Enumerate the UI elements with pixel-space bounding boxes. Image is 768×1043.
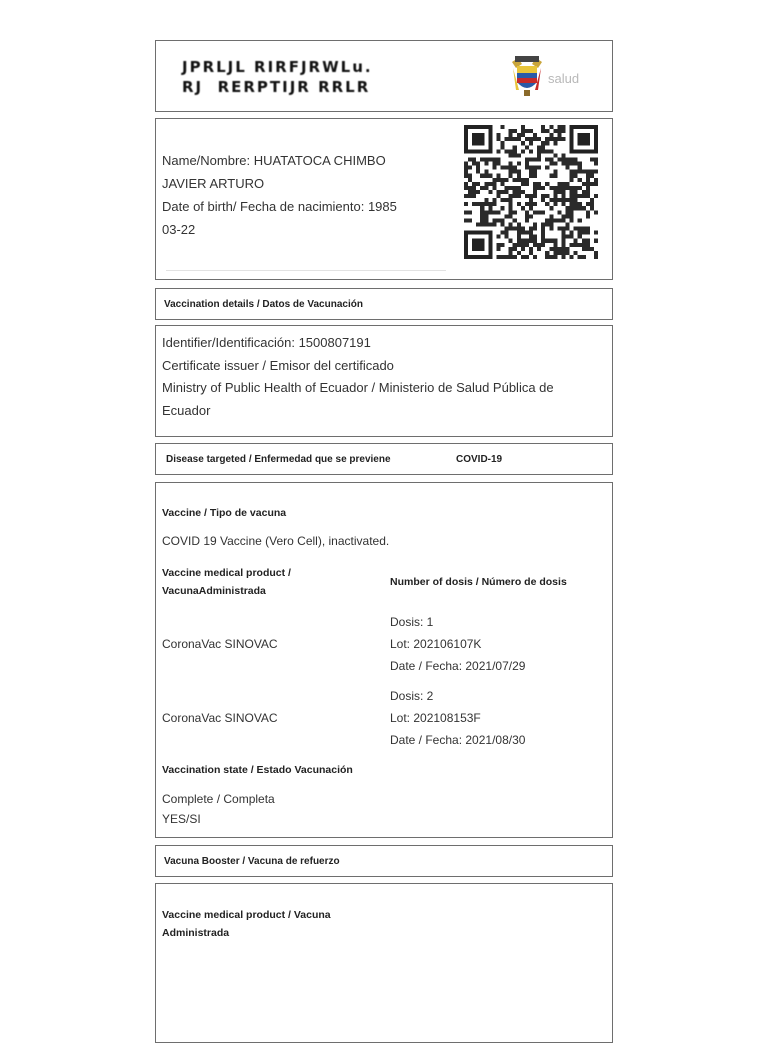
disease-label: Disease targeted / Enfermedad que se previene — [166, 454, 391, 465]
identification-panel — [155, 325, 613, 437]
certificate-header — [155, 40, 613, 112]
vaccine-type-label: Vaccine / Tipo de vacuna — [162, 507, 287, 519]
dose-number-label: Number of dosis / Número de dosis — [390, 576, 567, 588]
issuer-label: Certificate issuer / Emisor del certificado — [162, 357, 394, 373]
person-info-panel — [155, 118, 613, 280]
identifier-line: Identifier/Identificación: 1500807191 — [162, 335, 371, 350]
vaccine-type-value: COVID 19 Vaccine (Vero Cell), inactivated. — [162, 534, 390, 548]
issuer-line-1: Ministry of Public Health of Ecuador / Ministerio de Salud Pública de — [162, 380, 554, 395]
booster-product-label: Vaccine medical product / Vacuna Administrada — [162, 909, 331, 939]
booster-bar — [155, 845, 613, 877]
dose-1-product: CoronaVac SINOVAC — [162, 637, 278, 651]
blurred-header-text: JPRLJL RIRFJRWLu. RJ RERPTIJR RRLR — [182, 58, 373, 96]
vaccination-details-bar — [155, 288, 613, 320]
disease-value: COVID-19 — [456, 454, 503, 465]
name-line-2: JAVIER ARTURO — [162, 176, 265, 191]
dose-1-details: Dosis: 1 Lot: 202106107K Date / Fecha: 2021/07/29 — [390, 615, 526, 673]
name-line-1: Name/Nombre: HUATATOCA CHIMBO — [162, 153, 386, 168]
disease-targeted-bar — [155, 443, 613, 475]
booster-title: Vacuna Booster / Vacuna de refuerzo — [164, 856, 340, 867]
dob-line-2: 03-22 — [162, 222, 196, 237]
dose-2-product: CoronaVac SINOVAC — [162, 711, 278, 725]
salud-brand-text: salud — [548, 71, 580, 86]
booster-panel — [155, 883, 613, 1043]
dose-2-details: Dosis: 2 Lot: 202108153F Date / Fecha: 2021/08/30 — [390, 689, 526, 747]
vaccine-panel — [155, 482, 613, 838]
person-info — [162, 149, 452, 241]
issuer-line-2: Ecuador — [162, 402, 211, 418]
product-label: Vaccine medical product / VacunaAdministrada — [162, 567, 291, 597]
qr-code-icon — [464, 125, 598, 259]
vaccination-state-value: Complete / Completa YES/SI — [162, 792, 275, 826]
divider — [166, 270, 446, 271]
vaccination-state-label: Vaccination state / Estado Vacunación — [162, 764, 353, 776]
dob-line-1: Date of birth/ Fecha de nacimiento: 1985 — [162, 199, 397, 214]
ecuador-coat-of-arms-icon — [510, 54, 544, 98]
vaccination-details-title: Vaccination details / Datos de Vacunación — [164, 299, 363, 310]
